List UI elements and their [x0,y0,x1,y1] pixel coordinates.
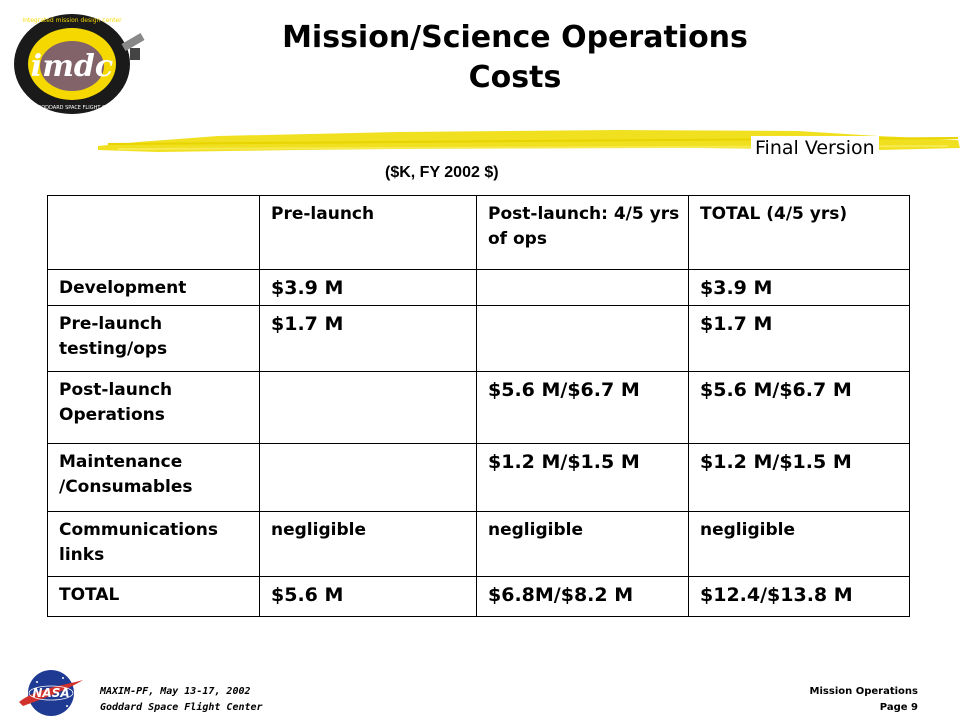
row-label: Maintenance /Consumables [48,444,260,512]
table-row [48,270,910,306]
header-cell-total: TOTAL (4/5 yrs) [689,196,910,270]
header-cell-prelaunch: Pre-launch [260,196,477,270]
nasa-logo-text: NASA [32,686,70,700]
table-cell [260,372,477,444]
table-cell: negligible [689,512,910,577]
table-cell: $1.2 M/$1.5 M [477,444,689,512]
logo-bottom-text: NASA GODDARD SPACE FLIGHT CENTER [21,105,123,111]
table-cell [477,306,689,372]
table-cell: negligible [260,512,477,577]
footer-right [810,684,918,716]
table-cell: $6.8M/$8.2 M [477,577,689,617]
table-cell: $1.2 M/$1.5 M [689,444,910,512]
table-cell: $5.6 M [260,577,477,617]
footer-left [100,684,263,716]
table-cell [477,270,689,306]
logo-ring-text: integrated mission design center [22,17,122,24]
title-line-1: Mission/Science Operations [282,20,748,55]
table-cell [260,444,477,512]
row-label: Development [48,270,260,306]
footer-page-number: Page 9 [879,702,918,713]
title-line-2: Costs [468,60,562,95]
row-label: TOTAL [48,577,260,617]
version-label: Final Version [751,136,879,160]
table-cell: $1.7 M [260,306,477,372]
table-header-row [48,196,910,270]
table-cell: negligible [477,512,689,577]
table-cell: $12.4/$13.8 M [689,577,910,617]
table-row [48,372,910,444]
row-label: Post-launch Operations [48,372,260,444]
cost-table [47,195,910,617]
footer-org: Goddard Space Flight Center [100,702,263,713]
table-cell: $3.9 M [689,270,910,306]
table-row [48,512,910,577]
table-cell: $5.6 M/$6.7 M [689,372,910,444]
nasa-logo [17,668,85,718]
units-note: ($K, FY 2002 $) [385,164,499,181]
table-row [48,444,910,512]
table-row [48,306,910,372]
row-label: Pre-launch testing/ops [48,306,260,372]
footer-event: MAXIM-PF, May 13-17, 2002 [100,686,251,697]
footer-section: Mission Operations [809,686,918,697]
header-cell-postlaunch: Post-launch: 4/5 yrs of ops [477,196,689,270]
table-cell: $5.6 M/$6.7 M [477,372,689,444]
imdc-logo [10,8,152,116]
table-cell: $1.7 M [689,306,910,372]
table-row-total [48,577,910,617]
row-label: Communications links [48,512,260,577]
table-cell: $3.9 M [260,270,477,306]
logo-wordmark: imdc [30,49,114,84]
page-title [170,18,860,98]
header-cell-empty [48,196,260,270]
